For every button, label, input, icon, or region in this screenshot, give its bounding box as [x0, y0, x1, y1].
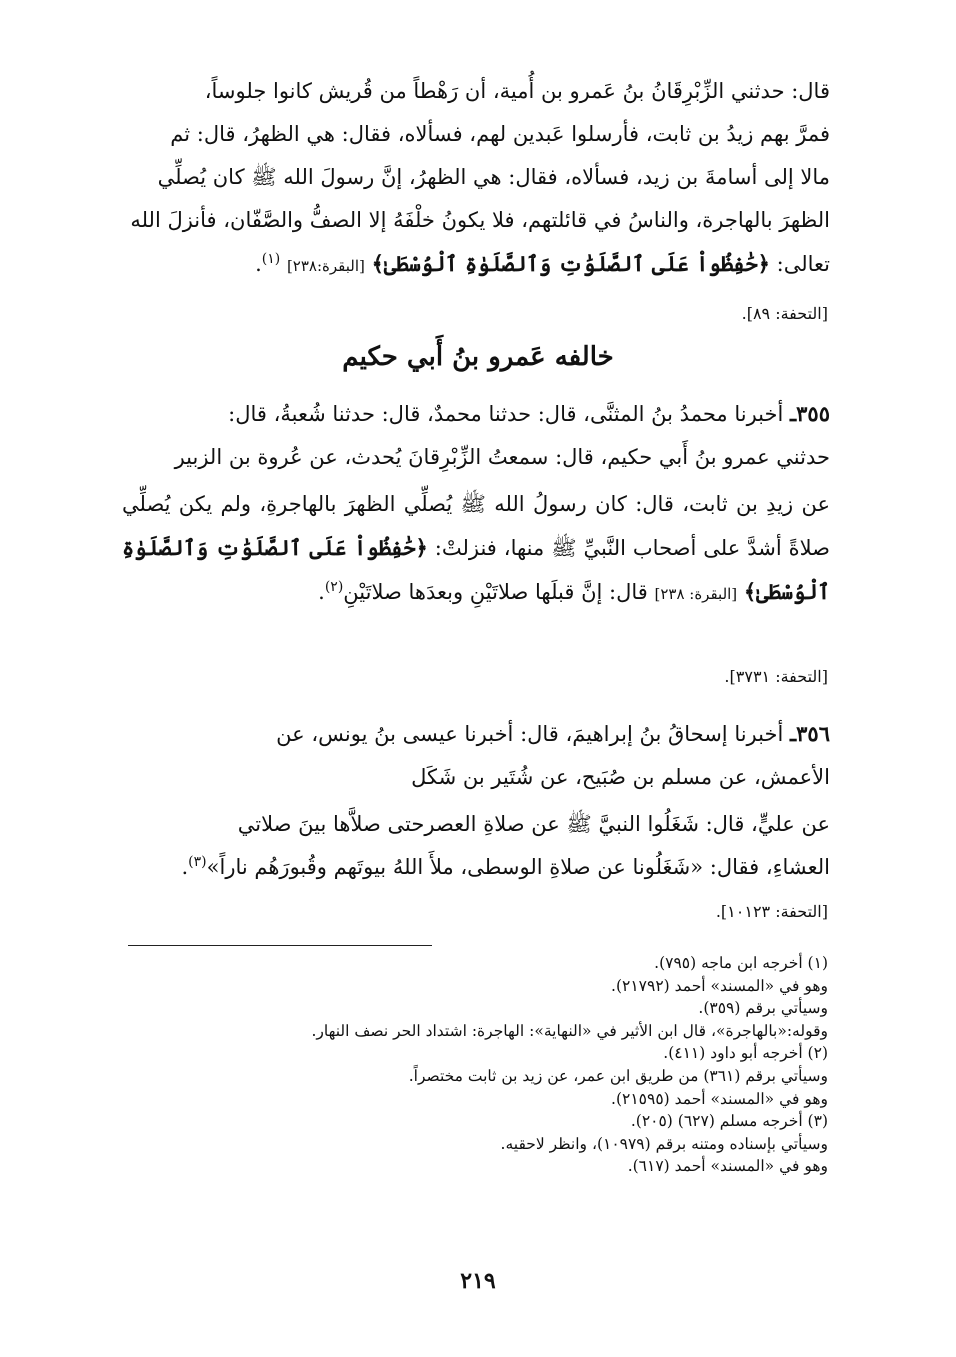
- period: .: [255, 252, 262, 276]
- footnote-marker: (٢): [324, 579, 344, 595]
- text-fragment: عن زيدِ بن ثابت، قال: كان رسولُ الله ﷺ يُصلِّي الظهرَ بالهاجرةِ، ولم يكن يُصلِّي صلاةً أشدَّ على أصحاب النَّبيِّ ﷺ منها، فنزلتْ:: [122, 492, 830, 560]
- quran-verse: ﴿حَٰفِظُواْ عَلَى ٱلصَّلَوَٰتِ وَٱلصَّلَوٰةِ ٱلْوُسْطَىٰ﴾: [371, 251, 770, 276]
- hadith-355: [122, 392, 830, 616]
- text-line: فمرَّ بهم زيدُ بن ثابت، فأرسلوا عَبدين لهم، فسألاه، فقال: هي الظهرُ، قال: ثم: [170, 122, 830, 146]
- footnote-marker: (١): [261, 251, 281, 267]
- footnote-line: وسيأتي بإسناده ومتنه برقم (١٠٩٧٩)، وانظر لاحقيه.: [500, 1134, 828, 1153]
- tuhfa-reference: [التحفة: ٨٩].: [741, 304, 828, 323]
- period: .: [318, 580, 325, 604]
- text-fragment: أخبرنا محمدُ بنُ المثنَّى، قال: حدثنا محمدٌ، قال: حدثنا شُعبةُ، قال:: [228, 402, 784, 426]
- text-fragment: أخبرنا إسحاقُ بنُ إبراهيمَ، قال: أخبرنا عيسى بنُ يونس، عن: [276, 722, 784, 746]
- footnote-line: وقوله:«بالهاجرة»، قال ابن الأثير في «النهاية»: الهاجرة: اشتداد الحر نصف النهار.: [311, 1021, 828, 1040]
- text-fragment: العشاءِ، فقال: «شَغَلُونا عن صلاةِ الوسطى، ملأَ اللهُ بيوتَهم وقُبورَهُم ناراً»: [206, 855, 830, 879]
- isnad-line: حدثني عمرو بنُ أَبي حكيم، قال: سمعتُ الزِّبْرِقانَ يُحدث، عن عُروة بن الزبير: [174, 445, 830, 469]
- matn-line: عن عليٍّ، قال: شَغَلُوا النبيَّ ﷺ عن صلاةِ العصرحتى صلاَّها بينَ صلاتي: [237, 812, 830, 836]
- text-line-last: [122, 242, 830, 288]
- footnote-line: وسيأتي برقم (٣٦١) من طريق ابن عمر، عن زيد بن ثابت مختصراً.: [408, 1066, 828, 1085]
- footnotes: [108, 952, 828, 1178]
- text-fragment: قال: إنَّ قبلَها صلاتَيْنِ وبعدَها صلاتَيْنِ: [343, 580, 648, 604]
- text-line: الظهرَ بالهاجرة، والناسُ في قائلتهم، فلا يكونُ خلْفَهُ إلا الصفُّ والصَّفّان، فأنزلَ الله: [130, 208, 830, 232]
- matn-line: [122, 846, 830, 889]
- surah-reference: [البقرة: ٢٣٨]: [654, 585, 738, 603]
- footnote-line: (٢) أخرجه أبو داود (٤١١).: [663, 1044, 828, 1063]
- footnote-line: وهو في «المسند» أحمد (٢١٧٩٢).: [611, 976, 828, 995]
- footnote-line: (١) أخرجه ابن ماجه (٧٩٥).: [654, 954, 828, 972]
- isnad-line: [122, 712, 830, 756]
- footnote-line: وسيأتي برقم (٣٥٩).: [698, 999, 828, 1018]
- isnad-line: الأعمش، عن مسلم بن صُبَيح، عن شُتَير بن شَكَل: [411, 765, 830, 789]
- footnote-separator: [128, 945, 432, 946]
- isnad-line: [122, 392, 830, 436]
- period: .: [181, 855, 189, 879]
- surah-reference: [البقرة:٢٣٨]: [286, 257, 365, 275]
- text-fragment: تعالى:: [776, 252, 830, 276]
- tuhfa-reference: [التحفة: ٣٧٣١].: [724, 667, 828, 686]
- text-line: قال: حدثني الزِّبْرِقَانُ بنُ عَمرو بن أُمية، أن رَهْطاً من قُريش كانوا جلوساً،: [204, 79, 830, 103]
- footnote-line: (٣) أخرجه مسلم (٦٢٧) (٢٠٥).: [630, 1112, 828, 1131]
- text-line: مالا إلى أسامةَ بن زيد، فسألاه، فقال: هي الظهرُ، إنَّ رسولَ الله ﷺ كان يُصلِّي: [157, 165, 830, 189]
- hadith-number: ٣٥٦ـ: [790, 721, 830, 746]
- quran-verse: ﴿حَٰفِظُواْ عَلَى ٱلصَّلَوَٰتِ وَٱلصَّلَوٰةِ ٱلْوُسْطَىٰ﴾: [122, 535, 830, 604]
- matn: [122, 483, 830, 616]
- hadith-356: [122, 712, 830, 889]
- footnote-line: وهو في «المسند» أحمد (٦١٧).: [627, 1157, 828, 1176]
- footnote-marker: (٣): [188, 854, 207, 870]
- hadith-continuation: [122, 70, 830, 288]
- tuhfa-reference: [التحفة: ١٠١٢٣].: [715, 902, 828, 921]
- footnote-line: وهو في «المسند» أحمد (٢١٥٩٥).: [611, 1089, 828, 1108]
- section-heading: خالفه عَمرو بنُ أَبي حكيم: [342, 342, 614, 372]
- page-number: ٢١٩: [460, 1268, 496, 1294]
- hadith-number: ٣٥٥ـ: [790, 401, 830, 426]
